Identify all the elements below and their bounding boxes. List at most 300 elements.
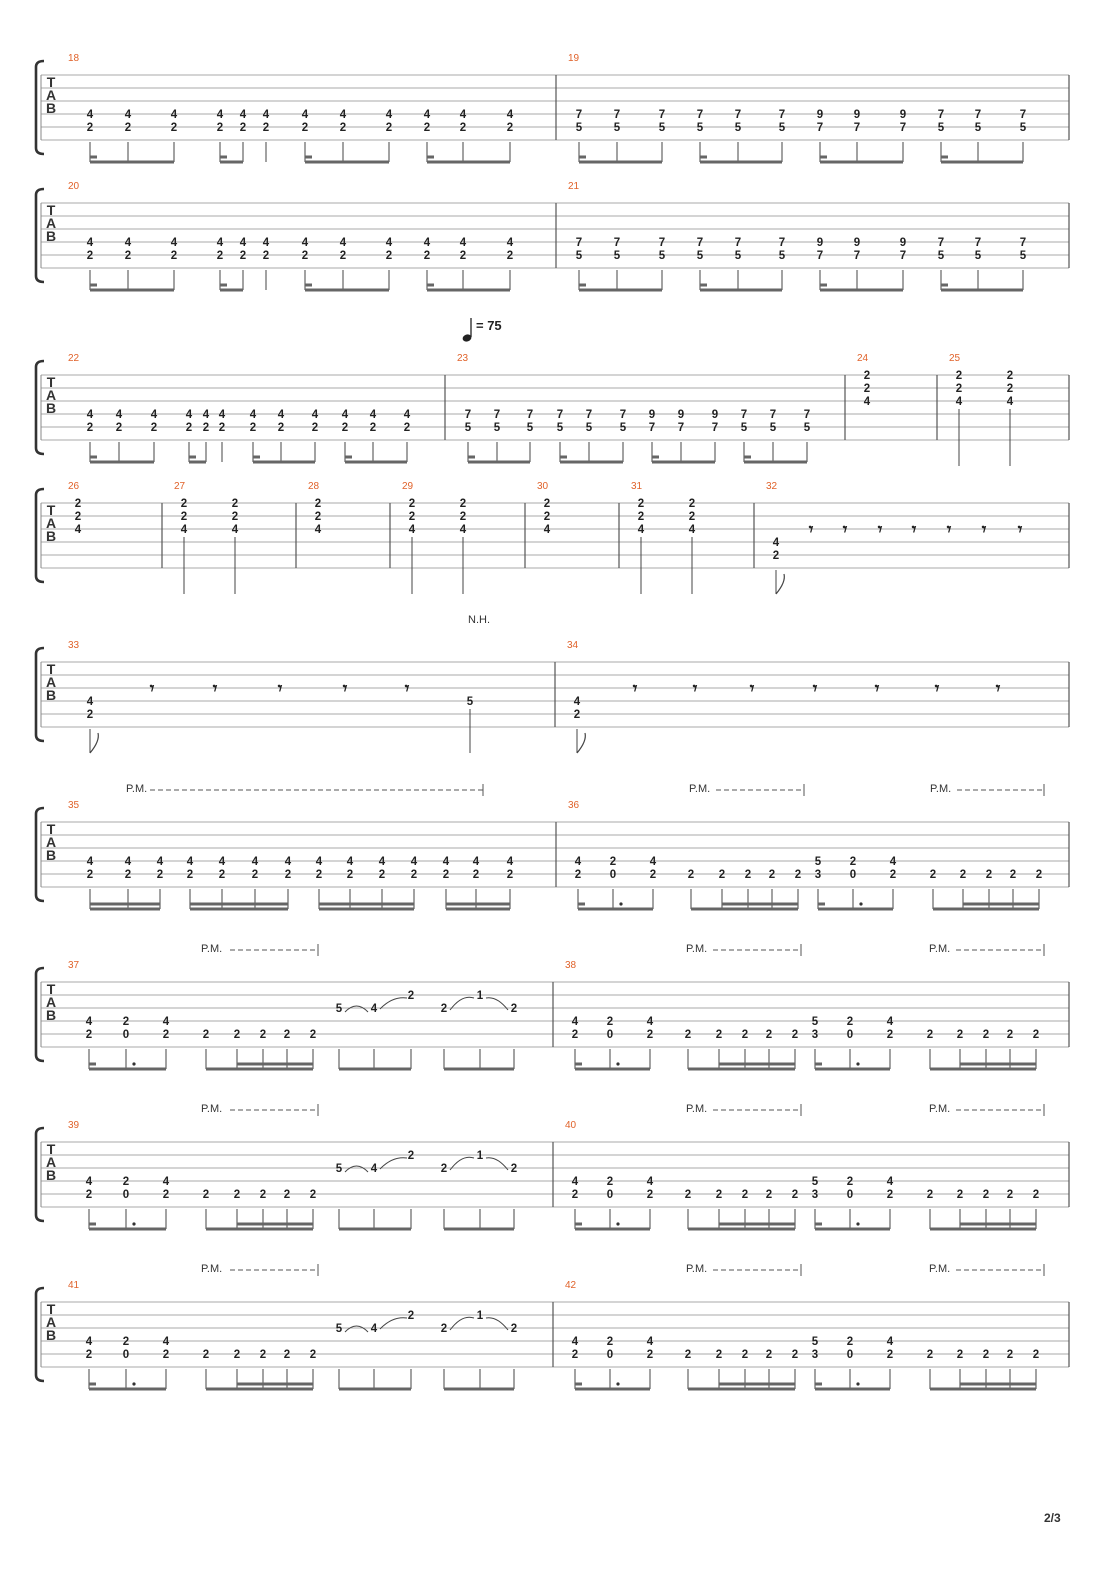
note-beam bbox=[90, 289, 174, 292]
measure-number: 19 bbox=[568, 53, 580, 64]
fret-number: 4 bbox=[170, 109, 178, 121]
palm-mute-label: P.M. bbox=[686, 1103, 708, 1115]
note-beam-partial bbox=[941, 284, 948, 287]
note-beam bbox=[345, 461, 407, 464]
note-beam bbox=[90, 903, 160, 906]
fret-number: 5 bbox=[585, 422, 593, 434]
fret-number: 4 bbox=[369, 409, 377, 421]
fret-number: 2 bbox=[982, 1349, 990, 1361]
fret-number: 2 bbox=[186, 869, 194, 881]
fret-number: 2 bbox=[510, 1323, 518, 1335]
fret-number: 2 bbox=[311, 422, 319, 434]
fret-number: 4 bbox=[378, 856, 386, 868]
note-beam-partial bbox=[427, 156, 434, 159]
fret-number: 4 bbox=[239, 237, 247, 249]
fret-number: 2 bbox=[86, 709, 94, 721]
augmentation-dot bbox=[856, 1222, 859, 1225]
fret-number: 7 bbox=[778, 109, 786, 121]
fret-number: 5 bbox=[778, 250, 786, 262]
palm-mute-label: P.M. bbox=[201, 1263, 223, 1275]
fret-number: 4 bbox=[301, 109, 309, 121]
note-beam bbox=[190, 903, 288, 906]
measure-number: 28 bbox=[308, 481, 320, 492]
augmentation-dot bbox=[859, 902, 862, 905]
fret-number: 7 bbox=[677, 422, 685, 434]
eighth-rest-icon: 𝄾 bbox=[812, 679, 818, 699]
augmentation-dot bbox=[132, 1062, 135, 1065]
natural-harmonic-label: N.H. bbox=[468, 614, 490, 626]
fret-number: 2 bbox=[74, 511, 82, 523]
fret-number: 2 bbox=[150, 422, 158, 434]
fret-number: 5 bbox=[937, 250, 945, 262]
fret-number: 7 bbox=[526, 409, 534, 421]
note-beam bbox=[579, 289, 662, 292]
fret-number: 4 bbox=[889, 856, 897, 868]
fret-number: 2 bbox=[262, 122, 270, 134]
note-beam-partial bbox=[818, 903, 825, 906]
tab-clef-letter: T bbox=[46, 661, 56, 677]
fret-number: 4 bbox=[86, 409, 94, 421]
fret-number: 4 bbox=[339, 109, 347, 121]
fret-number: 2 bbox=[314, 511, 322, 523]
palm-mute-label: P.M. bbox=[689, 783, 711, 795]
fret-number: 2 bbox=[1006, 1349, 1014, 1361]
eighth-rest-icon: 𝄾 bbox=[749, 679, 755, 699]
fret-number: 2 bbox=[315, 869, 323, 881]
palm-mute-label: P.M. bbox=[930, 783, 952, 795]
fret-number: 4 bbox=[886, 1176, 894, 1188]
fret-number: 7 bbox=[740, 409, 748, 421]
note-beam bbox=[960, 1383, 1036, 1386]
fret-number: 2 bbox=[283, 1349, 291, 1361]
fret-number: 2 bbox=[86, 422, 94, 434]
fret-number: 7 bbox=[575, 109, 583, 121]
fret-number: 5 bbox=[658, 122, 666, 134]
fret-number: 7 bbox=[613, 237, 621, 249]
fret-number: 2 bbox=[646, 1029, 654, 1041]
fret-number: 4 bbox=[277, 409, 285, 421]
measure-number: 26 bbox=[68, 481, 80, 492]
fret-number: 2 bbox=[162, 1349, 170, 1361]
fret-number: 2 bbox=[346, 869, 354, 881]
fret-number: 2 bbox=[1035, 869, 1043, 881]
fret-number: 2 bbox=[571, 1189, 579, 1201]
fret-number: 5 bbox=[619, 422, 627, 434]
fret-number: 2 bbox=[741, 1349, 749, 1361]
fret-number: 4 bbox=[180, 524, 188, 536]
fret-number: 3 bbox=[811, 1189, 819, 1201]
fret-number: 0 bbox=[606, 1189, 614, 1201]
eighth-rest-icon: 𝄾 bbox=[808, 520, 814, 540]
fret-number: 7 bbox=[556, 409, 564, 421]
fret-number: 0 bbox=[122, 1349, 130, 1361]
fret-number: 4 bbox=[216, 237, 224, 249]
fret-number: 2 bbox=[982, 1189, 990, 1201]
fret-number: 5 bbox=[1019, 250, 1027, 262]
fret-number: 2 bbox=[571, 1349, 579, 1361]
tab-clef-letter: A bbox=[45, 1154, 57, 1170]
fret-number: 2 bbox=[122, 1176, 130, 1188]
eighth-rest-icon: 𝄾 bbox=[692, 679, 698, 699]
fret-number: 2 bbox=[849, 856, 857, 868]
fret-number: 2 bbox=[718, 869, 726, 881]
note-beam-partial bbox=[652, 456, 659, 459]
fret-number: 4 bbox=[1006, 396, 1014, 408]
fret-number: 2 bbox=[1032, 1029, 1040, 1041]
fret-number: 2 bbox=[791, 1349, 799, 1361]
measure-number: 27 bbox=[174, 481, 186, 492]
measure-number: 39 bbox=[68, 1120, 80, 1131]
note-beam bbox=[579, 161, 662, 164]
note-flag bbox=[90, 733, 98, 753]
fret-number: 4 bbox=[262, 109, 270, 121]
fret-number: 2 bbox=[646, 1189, 654, 1201]
fret-number: 1 bbox=[476, 1150, 484, 1162]
fret-number: 2 bbox=[688, 498, 696, 510]
fret-number: 2 bbox=[506, 122, 514, 134]
measure-number: 36 bbox=[568, 800, 580, 811]
note-beam-partial bbox=[941, 156, 948, 159]
fret-number: 5 bbox=[696, 250, 704, 262]
fret-number: 2 bbox=[741, 1029, 749, 1041]
fret-number: 5 bbox=[740, 422, 748, 434]
measure-number: 31 bbox=[631, 481, 643, 492]
tab-clef-letter: B bbox=[45, 100, 57, 116]
fret-number: 4 bbox=[156, 856, 164, 868]
fret-number: 2 bbox=[423, 250, 431, 262]
palm-mute-label: P.M. bbox=[929, 1263, 951, 1275]
eighth-rest-icon: 𝄾 bbox=[934, 679, 940, 699]
fret-number: 2 bbox=[86, 122, 94, 134]
fret-number: 2 bbox=[233, 1029, 241, 1041]
fret-number: 2 bbox=[744, 869, 752, 881]
fret-number: 7 bbox=[613, 109, 621, 121]
fret-number: 2 bbox=[124, 250, 132, 262]
measure-number: 32 bbox=[766, 481, 778, 492]
fret-number: 4 bbox=[216, 109, 224, 121]
note-beam bbox=[190, 908, 288, 911]
fret-number: 2 bbox=[1009, 869, 1017, 881]
fret-number: 7 bbox=[1019, 237, 1027, 249]
fret-number: 7 bbox=[658, 109, 666, 121]
fret-number: 4 bbox=[301, 237, 309, 249]
note-beam bbox=[189, 461, 206, 464]
note-beam-partial bbox=[815, 1063, 822, 1066]
fret-number: 2 bbox=[231, 498, 239, 510]
fret-number: 7 bbox=[493, 409, 501, 421]
note-beam bbox=[815, 1228, 890, 1231]
fret-number: 4 bbox=[637, 524, 645, 536]
fret-number: 2 bbox=[202, 1029, 210, 1041]
fret-number: 2 bbox=[684, 1029, 692, 1041]
augmentation-dot bbox=[132, 1382, 135, 1385]
fret-number: 7 bbox=[575, 237, 583, 249]
measure-number: 34 bbox=[567, 640, 579, 651]
fret-number: 5 bbox=[811, 1336, 819, 1348]
tab-clef-letter: B bbox=[45, 228, 57, 244]
fret-number: 4 bbox=[772, 537, 780, 549]
fret-number: 2 bbox=[649, 869, 657, 881]
tab-clef-letter: T bbox=[46, 74, 56, 90]
fret-number: 4 bbox=[370, 1003, 378, 1015]
fret-number: 2 bbox=[956, 1189, 964, 1201]
fret-number: 5 bbox=[493, 422, 501, 434]
fret-number: 4 bbox=[571, 1016, 579, 1028]
fret-number: 4 bbox=[86, 856, 94, 868]
fret-number: 7 bbox=[619, 409, 627, 421]
eighth-rest-icon: 𝄾 bbox=[212, 679, 218, 699]
tab-clef-letter: B bbox=[45, 1167, 57, 1183]
fret-number: 9 bbox=[853, 109, 861, 121]
fret-number: 4 bbox=[170, 237, 178, 249]
fret-number: 2 bbox=[423, 122, 431, 134]
fret-number: 2 bbox=[442, 869, 450, 881]
fret-number: 2 bbox=[956, 1349, 964, 1361]
measure-number: 42 bbox=[565, 1280, 577, 1291]
tab-clef-letter: B bbox=[45, 687, 57, 703]
fret-number: 4 bbox=[370, 1323, 378, 1335]
fret-number: 4 bbox=[162, 1336, 170, 1348]
fret-number: 2 bbox=[170, 250, 178, 262]
fret-number: 7 bbox=[899, 122, 907, 134]
palm-mute-label: P.M. bbox=[929, 943, 951, 955]
fret-number: 7 bbox=[778, 237, 786, 249]
fret-number: 2 bbox=[543, 498, 551, 510]
note-beam bbox=[930, 1388, 1036, 1391]
note-beam-partial bbox=[468, 456, 475, 459]
note-beam-partial bbox=[253, 456, 260, 459]
palm-mute-label: P.M. bbox=[686, 943, 708, 955]
slur-arc bbox=[380, 1318, 407, 1329]
tab-clef-letter: B bbox=[45, 847, 57, 863]
note-beam bbox=[90, 908, 160, 911]
fret-number: 2 bbox=[715, 1189, 723, 1201]
fret-number: 5 bbox=[778, 122, 786, 134]
fret-number: 2 bbox=[216, 250, 224, 262]
fret-number: 7 bbox=[974, 109, 982, 121]
measure-number: 25 bbox=[949, 353, 961, 364]
tab-clef-letter: T bbox=[46, 374, 56, 390]
fret-number: 2 bbox=[765, 1349, 773, 1361]
fret-number: 5 bbox=[769, 422, 777, 434]
note-flag bbox=[776, 574, 784, 594]
measure-number: 30 bbox=[537, 481, 549, 492]
fret-number: 2 bbox=[162, 1029, 170, 1041]
note-beam bbox=[339, 1388, 411, 1391]
fret-number: 7 bbox=[937, 109, 945, 121]
fret-number: 2 bbox=[1032, 1349, 1040, 1361]
fret-number: 7 bbox=[734, 237, 742, 249]
fret-number: 4 bbox=[571, 1176, 579, 1188]
note-beam-partial bbox=[575, 1063, 582, 1066]
fret-number: 2 bbox=[407, 1310, 415, 1322]
fret-number: 2 bbox=[684, 1349, 692, 1361]
fret-number: 2 bbox=[403, 422, 411, 434]
note-beam bbox=[89, 1228, 166, 1231]
fret-number: 2 bbox=[385, 250, 393, 262]
fret-number: 4 bbox=[408, 524, 416, 536]
fret-number: 4 bbox=[472, 856, 480, 868]
note-beam bbox=[237, 1383, 313, 1386]
note-beam bbox=[963, 903, 1039, 906]
fret-number: 2 bbox=[259, 1189, 267, 1201]
fret-number: 2 bbox=[794, 869, 802, 881]
fret-number: 0 bbox=[849, 869, 857, 881]
fret-number: 7 bbox=[696, 109, 704, 121]
fret-number: 0 bbox=[846, 1349, 854, 1361]
fret-number: 2 bbox=[846, 1336, 854, 1348]
fret-number: 7 bbox=[853, 250, 861, 262]
note-beam bbox=[930, 1228, 1036, 1231]
slur-arc bbox=[380, 1158, 407, 1169]
fret-number: 7 bbox=[853, 122, 861, 134]
note-beam bbox=[960, 1063, 1036, 1066]
fret-number: 7 bbox=[696, 237, 704, 249]
fret-number: 4 bbox=[115, 409, 123, 421]
tab-clef-letter: A bbox=[45, 674, 57, 690]
tab-clef-letter: A bbox=[45, 515, 57, 531]
fret-number: 2 bbox=[251, 869, 259, 881]
note-beam bbox=[446, 903, 510, 906]
fret-number: 2 bbox=[715, 1029, 723, 1041]
fret-number: 2 bbox=[180, 511, 188, 523]
eighth-rest-icon: 𝄾 bbox=[1017, 520, 1023, 540]
measure-number: 41 bbox=[68, 1280, 80, 1291]
tab-clef-letter: B bbox=[45, 1327, 57, 1343]
fret-number: 4 bbox=[649, 856, 657, 868]
note-beam-partial bbox=[820, 156, 827, 159]
fret-number: 2 bbox=[259, 1029, 267, 1041]
note-beam-partial bbox=[579, 156, 586, 159]
fret-number: 4 bbox=[423, 237, 431, 249]
fret-number: 4 bbox=[218, 856, 226, 868]
fret-number: 2 bbox=[1006, 1189, 1014, 1201]
note-beam-partial bbox=[220, 284, 227, 287]
fret-number: 7 bbox=[734, 109, 742, 121]
fret-number: 2 bbox=[959, 869, 967, 881]
note-beam bbox=[820, 289, 903, 292]
note-beam bbox=[446, 908, 510, 911]
augmentation-dot bbox=[856, 1382, 859, 1385]
fret-number: 2 bbox=[886, 1349, 894, 1361]
fret-number: 4 bbox=[646, 1016, 654, 1028]
eighth-rest-icon: 𝄾 bbox=[946, 520, 952, 540]
fret-number: 4 bbox=[506, 856, 514, 868]
measure-number: 21 bbox=[568, 181, 580, 192]
fret-number: 4 bbox=[341, 409, 349, 421]
note-beam bbox=[444, 1228, 514, 1231]
fret-number: 2 bbox=[218, 869, 226, 881]
augmentation-dot bbox=[132, 1222, 135, 1225]
fret-number: 7 bbox=[648, 422, 656, 434]
note-beam bbox=[560, 461, 623, 464]
palm-mute-label: P.M. bbox=[126, 783, 148, 795]
fret-number: 4 bbox=[86, 696, 94, 708]
fret-number: 2 bbox=[339, 122, 347, 134]
fret-number: 4 bbox=[863, 396, 871, 408]
fret-number: 2 bbox=[886, 1189, 894, 1201]
fret-number: 2 bbox=[309, 1029, 317, 1041]
page-number: 2/3 bbox=[1044, 1511, 1061, 1525]
fret-number: 4 bbox=[74, 524, 82, 536]
fret-number: 5 bbox=[974, 122, 982, 134]
fret-number: 2 bbox=[510, 1003, 518, 1015]
slur-arc bbox=[345, 1006, 368, 1012]
tab-clef-letter: A bbox=[45, 215, 57, 231]
fret-number: 2 bbox=[124, 869, 132, 881]
note-beam bbox=[688, 1388, 795, 1391]
note-beam bbox=[933, 908, 1039, 911]
fret-number: 1 bbox=[476, 990, 484, 1002]
fret-number: 4 bbox=[231, 524, 239, 536]
note-beam-partial bbox=[700, 156, 707, 159]
fret-number: 2 bbox=[791, 1189, 799, 1201]
fret-number: 9 bbox=[711, 409, 719, 421]
fret-number: 4 bbox=[459, 109, 467, 121]
note-beam-partial bbox=[89, 1223, 96, 1226]
tab-clef-letter: A bbox=[45, 834, 57, 850]
note-beam-partial bbox=[345, 456, 352, 459]
fret-number: 2 bbox=[573, 709, 581, 721]
fret-number: 5 bbox=[335, 1003, 343, 1015]
fret-number: 2 bbox=[506, 869, 514, 881]
fret-number: 0 bbox=[846, 1189, 854, 1201]
fret-number: 4 bbox=[423, 109, 431, 121]
note-beam bbox=[427, 161, 510, 164]
measure-number: 22 bbox=[68, 353, 80, 364]
fret-number: 4 bbox=[262, 237, 270, 249]
fret-number: 4 bbox=[403, 409, 411, 421]
tab-clef-letter: B bbox=[45, 400, 57, 416]
eighth-rest-icon: 𝄾 bbox=[877, 520, 883, 540]
fret-number: 2 bbox=[277, 422, 285, 434]
fret-number: 2 bbox=[407, 1150, 415, 1162]
fret-number: 4 bbox=[571, 1336, 579, 1348]
note-beam-partial bbox=[189, 456, 196, 459]
fret-number: 2 bbox=[202, 1189, 210, 1201]
fret-number: 2 bbox=[216, 122, 224, 134]
note-beam bbox=[444, 1068, 514, 1071]
fret-number: 5 bbox=[734, 122, 742, 134]
note-beam bbox=[941, 289, 1023, 292]
augmentation-dot bbox=[616, 1062, 619, 1065]
note-beam-partial bbox=[744, 456, 751, 459]
note-beam-partial bbox=[90, 456, 97, 459]
fret-number: 2 bbox=[85, 1349, 93, 1361]
fret-number: 4 bbox=[573, 696, 581, 708]
fret-number: 7 bbox=[974, 237, 982, 249]
note-beam-partial bbox=[578, 903, 585, 906]
fret-number: 2 bbox=[459, 511, 467, 523]
fret-number: 2 bbox=[284, 869, 292, 881]
fret-number: 2 bbox=[202, 422, 210, 434]
fret-number: 2 bbox=[1006, 383, 1014, 395]
fret-number: 5 bbox=[575, 250, 583, 262]
fret-number: 2 bbox=[124, 122, 132, 134]
fret-number: 4 bbox=[162, 1016, 170, 1028]
fret-number: 2 bbox=[846, 1176, 854, 1188]
fret-number: 7 bbox=[464, 409, 472, 421]
augmentation-dot bbox=[616, 1222, 619, 1225]
fret-number: 2 bbox=[1032, 1189, 1040, 1201]
note-beam bbox=[319, 903, 414, 906]
note-beam-partial bbox=[90, 284, 97, 287]
tab-clef-letter: A bbox=[45, 387, 57, 403]
measure-number: 20 bbox=[68, 181, 80, 192]
tab-clef-letter: A bbox=[45, 1314, 57, 1330]
note-beam-partial bbox=[220, 156, 227, 159]
note-beam bbox=[688, 1068, 795, 1071]
